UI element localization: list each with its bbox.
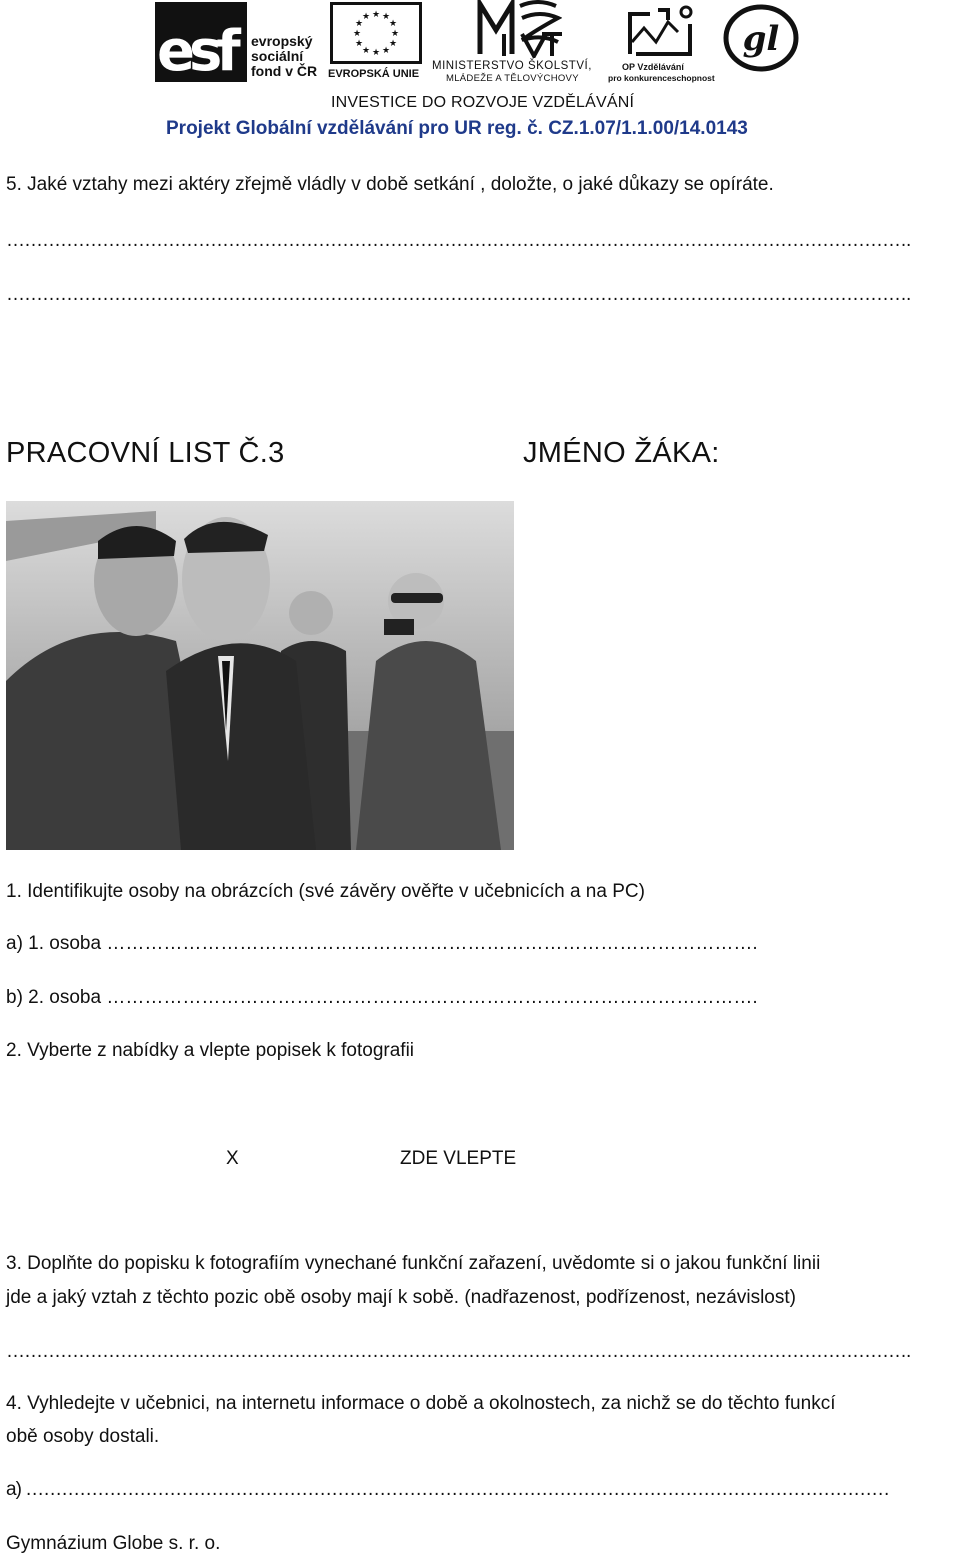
op-line-2: pro konkurenceschopnost xyxy=(608,73,715,83)
eu-stars-icon xyxy=(333,5,419,61)
gl-letters: gl xyxy=(742,19,780,59)
msmt-mark-icon xyxy=(476,0,562,58)
svg-text:★: ★ xyxy=(381,46,391,56)
svg-text:★: ★ xyxy=(354,19,364,29)
gl-mark-icon xyxy=(722,4,800,72)
eu-label: EVROPSKÁ UNIE xyxy=(328,68,420,80)
q3-text-line-1: 3. Doplňte do popisku k fotografiím vynechané funkční zařazení, uvědomte si o jakou funkční linii xyxy=(6,1253,821,1274)
svg-text:★: ★ xyxy=(390,29,400,39)
q2-text: 2. Vyberte z nabídky a vlepte popisek k fotografii xyxy=(6,1040,415,1061)
q4-answer-a[interactable]: a) ……………………………………………………………………………………………………………………………… xyxy=(6,1479,890,1500)
investice-title: INVESTICE DO ROZVOJE VZDĚLÁVÁNÍ xyxy=(331,94,635,111)
op-mark-icon xyxy=(606,2,718,60)
esf-letters: esf xyxy=(157,19,235,84)
q2-mark: X xyxy=(226,1148,239,1169)
q1-answer-b[interactable]: b) 2. osoba …………………………………………………………………………………………. xyxy=(6,987,758,1008)
q4-text-line-1: 4. Vyhledejte v učebnici, na internetu informace o době a okolnostech, za nichž se do těchto funkcí xyxy=(6,1393,836,1414)
q5-answer-line-1[interactable]: ……………………………………………………………………………………………………………………………………. xyxy=(6,230,911,251)
svg-text:★: ★ xyxy=(381,12,391,22)
svg-text:★: ★ xyxy=(354,39,364,49)
svg-text:★: ★ xyxy=(371,10,381,20)
q4-text-line-2: obě osoby dostali. xyxy=(6,1426,160,1447)
svg-text:★: ★ xyxy=(388,19,398,29)
esf-line-3: fond v ČR xyxy=(251,63,318,79)
eu-flag xyxy=(330,2,422,64)
eu-logo xyxy=(326,2,426,82)
msmt-line-1: MINISTERSTVO ŠKOLSTVÍ, xyxy=(432,60,592,72)
q3-text-line-2: jde a jaký vztah z těchto pozic obě osoby mají k sobě. (nadřazenost, podřízenost, nezávislost) xyxy=(6,1287,796,1308)
op-logo xyxy=(606,2,718,84)
esf-line-2: sociální xyxy=(251,48,304,64)
historic-photo xyxy=(6,501,514,850)
q1-answer-a[interactable]: a) 1. osoba …………………………………………………………………………………………. xyxy=(6,933,758,954)
q5-text: 5. Jaké vztahy mezi aktéry zřejmě vládly v době setkání , doložte, o jaké důkazy se opíráte. xyxy=(6,174,774,195)
gl-logo xyxy=(722,4,800,72)
q1-text: 1. Identifikujte osoby na obrázcích (své závěry ověřte v učebnicích a na PC) xyxy=(6,881,645,902)
msmt-logo xyxy=(432,0,602,84)
svg-text:★: ★ xyxy=(352,29,362,39)
project-title: Projekt Globální vzdělávání pro UR reg. č. CZ.1.07/1.1.00/14.0143 xyxy=(166,118,748,139)
student-name-label: JMÉNO ŽÁKA: xyxy=(523,437,720,469)
msmt-line-2: MLÁDEŽE A TĚLOVÝCHOVY xyxy=(446,73,579,84)
photo-illustration xyxy=(6,501,514,850)
q2-paste-label[interactable]: ZDE VLEPTE xyxy=(400,1148,517,1169)
esf-mark xyxy=(155,2,247,82)
q5-answer-line-2[interactable]: ……………………………………………………………………………………………………………………………………. xyxy=(6,284,911,305)
esf-line-1: evropský xyxy=(251,33,313,49)
esf-logo xyxy=(155,2,319,84)
svg-text:★: ★ xyxy=(388,39,398,49)
footer-school: Gymnázium Globe s. r. o. xyxy=(6,1533,221,1554)
svg-text:★: ★ xyxy=(361,12,371,22)
worksheet-title: PRACOVNÍ LIST Č.3 xyxy=(6,437,285,469)
svg-text:★: ★ xyxy=(361,46,371,56)
q3-answer-line[interactable]: ……………………………………………………………………………………………………………………………………. xyxy=(6,1341,911,1362)
op-line-1: OP Vzdělávání xyxy=(622,62,684,72)
svg-text:★: ★ xyxy=(371,48,381,58)
